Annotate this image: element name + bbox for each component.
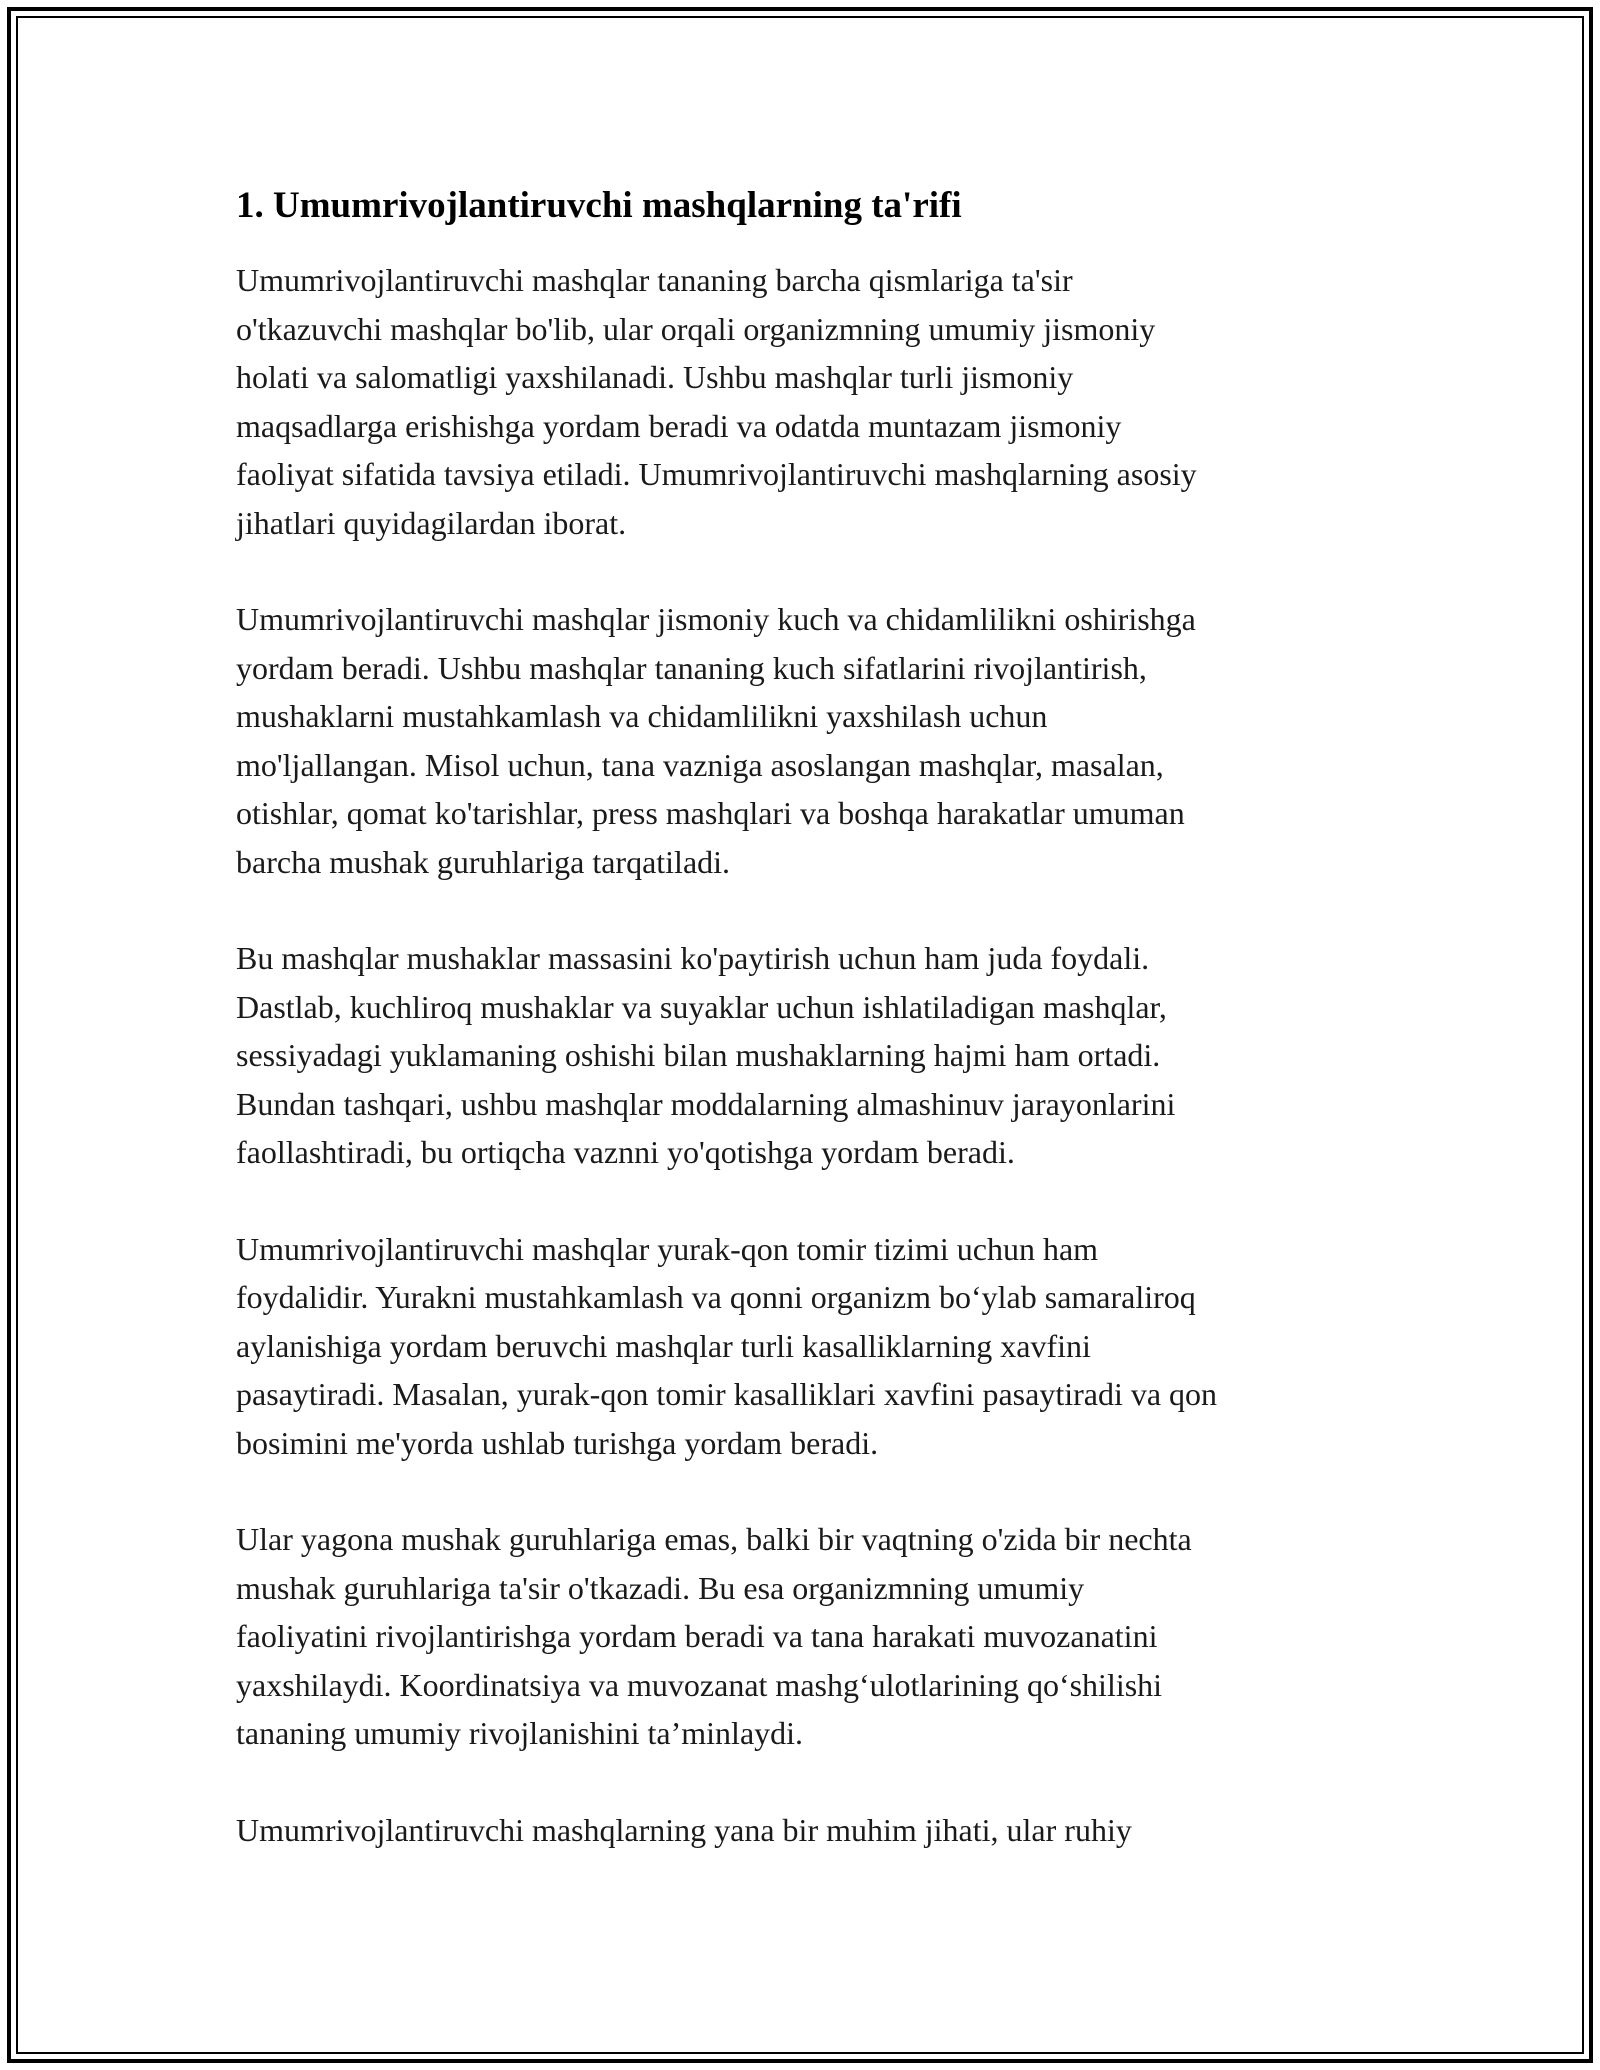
paragraph-line: yaxshilaydi. Koordinatsiya va muvozanat mashg‘ulotlarining qo‘shilishi xyxy=(236,1666,1163,1703)
paragraph xyxy=(236,595,1366,886)
paragraph xyxy=(236,1806,1366,1855)
paragraph xyxy=(236,256,1366,547)
paragraph xyxy=(236,934,1366,1177)
paragraph-line: maqsadlarga erishishga yordam beradi va odatda muntazam jismoniy xyxy=(236,407,1122,444)
document-body xyxy=(236,182,1366,1902)
paragraph-line: mushak guruhlariga ta'sir o'tkazadi. Bu esa organizmning umumiy xyxy=(236,1569,1085,1606)
paragraph-line: aylanishiga yordam beruvchi mashqlar turli kasalliklarning xavfini xyxy=(236,1327,1091,1364)
paragraph-line: Umumrivojlantiruvchi mashqlar tananing barcha qismlariga ta'sir xyxy=(236,262,1073,298)
paragraph-line: faollashtiradi, bu ortiqcha vaznni yo'qotishga yordam beradi. xyxy=(236,1134,1015,1170)
paragraph-line: sessiyadagi yuklamaning oshishi bilan mushaklarning hajmi ham ortadi. xyxy=(236,1037,1161,1073)
paragraph-line: foydalidir. Yurakni mustahkamlash va qonni organizm bo‘ylab samaraliroq xyxy=(236,1279,1196,1315)
paragraph-line: Umumrivojlantiruvchi mashqlarning yana bir muhim jihati, ular ruhiy xyxy=(236,1811,1132,1848)
paragraph-line: faoliyat sifatida tavsiya etiladi. Umumrivojlantiruvchi mashqlarning asosiy xyxy=(236,456,1197,492)
paragraph-line: o'tkazuvchi mashqlar bo'lib, ular orqali organizmning umumiy jismoniy xyxy=(236,310,1156,347)
paragraph-line: pasaytiradi. Masalan, yurak-qon tomir kasalliklari xavfini pasaytiradi va qon xyxy=(236,1376,1218,1412)
paragraph-line: jihatlari quyidagilardan iborat. xyxy=(236,504,627,541)
paragraph-line: mushaklarni mustahkamlash va chidamlilikni yaxshilash uchun xyxy=(236,698,1048,734)
paragraph xyxy=(236,1225,1366,1468)
paragraph-line: Dastlab, kuchliroq mushaklar va suyaklar uchun ishlatiladigan mashqlar, xyxy=(236,988,1167,1025)
paragraph-line: Bundan tashqari, ushbu mashqlar moddalarning almashinuv jarayonlarini xyxy=(236,1085,1176,1122)
paragraph-line: tananing umumiy rivojlanishini ta’minlaydi. xyxy=(236,1715,804,1751)
paragraph-line: otishlar, qomat ko'tarishlar, press mashqlari va boshqa harakatlar umuman xyxy=(236,795,1185,831)
paragraph-line: barcha mushak guruhlariga tarqatiladi. xyxy=(236,843,731,880)
paragraph-line: holati va salomatligi yaxshilanadi. Ushbu mashqlar turli jismoniy xyxy=(236,359,1074,395)
paragraph-line: Umumrivojlantiruvchi mashqlar jismoniy kuch va chidamlilikni oshirishga xyxy=(236,601,1196,637)
paragraph xyxy=(236,1515,1366,1758)
paragraph-line: bosimini me'yorda ushlab turishga yordam beradi. xyxy=(236,1424,879,1461)
paragraph-line: mo'ljallangan. Misol uchun, tana vazniga asoslangan mashqlar, masalan, xyxy=(236,746,1164,783)
paragraph-line: Umumrivojlantiruvchi mashqlar yurak-qon tomir tizimi uchun ham xyxy=(236,1230,1099,1267)
paragraph-line: Bu mashqlar mushaklar massasini ko'paytirish uchun ham juda foydali. xyxy=(236,940,1150,976)
paragraph-container xyxy=(236,256,1366,1854)
section-heading: 1. Umumrivojlantiruvchi mashqlarning ta'rifi xyxy=(236,185,962,226)
paragraph-line: Ular yagona mushak guruhlariga emas, balki bir vaqtning o'zida bir nechta xyxy=(236,1521,1192,1557)
paragraph-line: yordam beradi. Ushbu mashqlar tananing kuch sifatlarini rivojlantirish, xyxy=(236,649,1147,686)
paragraph-line: faoliyatini rivojlantirishga yordam beradi va tana harakati muvozanatini xyxy=(236,1618,1158,1654)
